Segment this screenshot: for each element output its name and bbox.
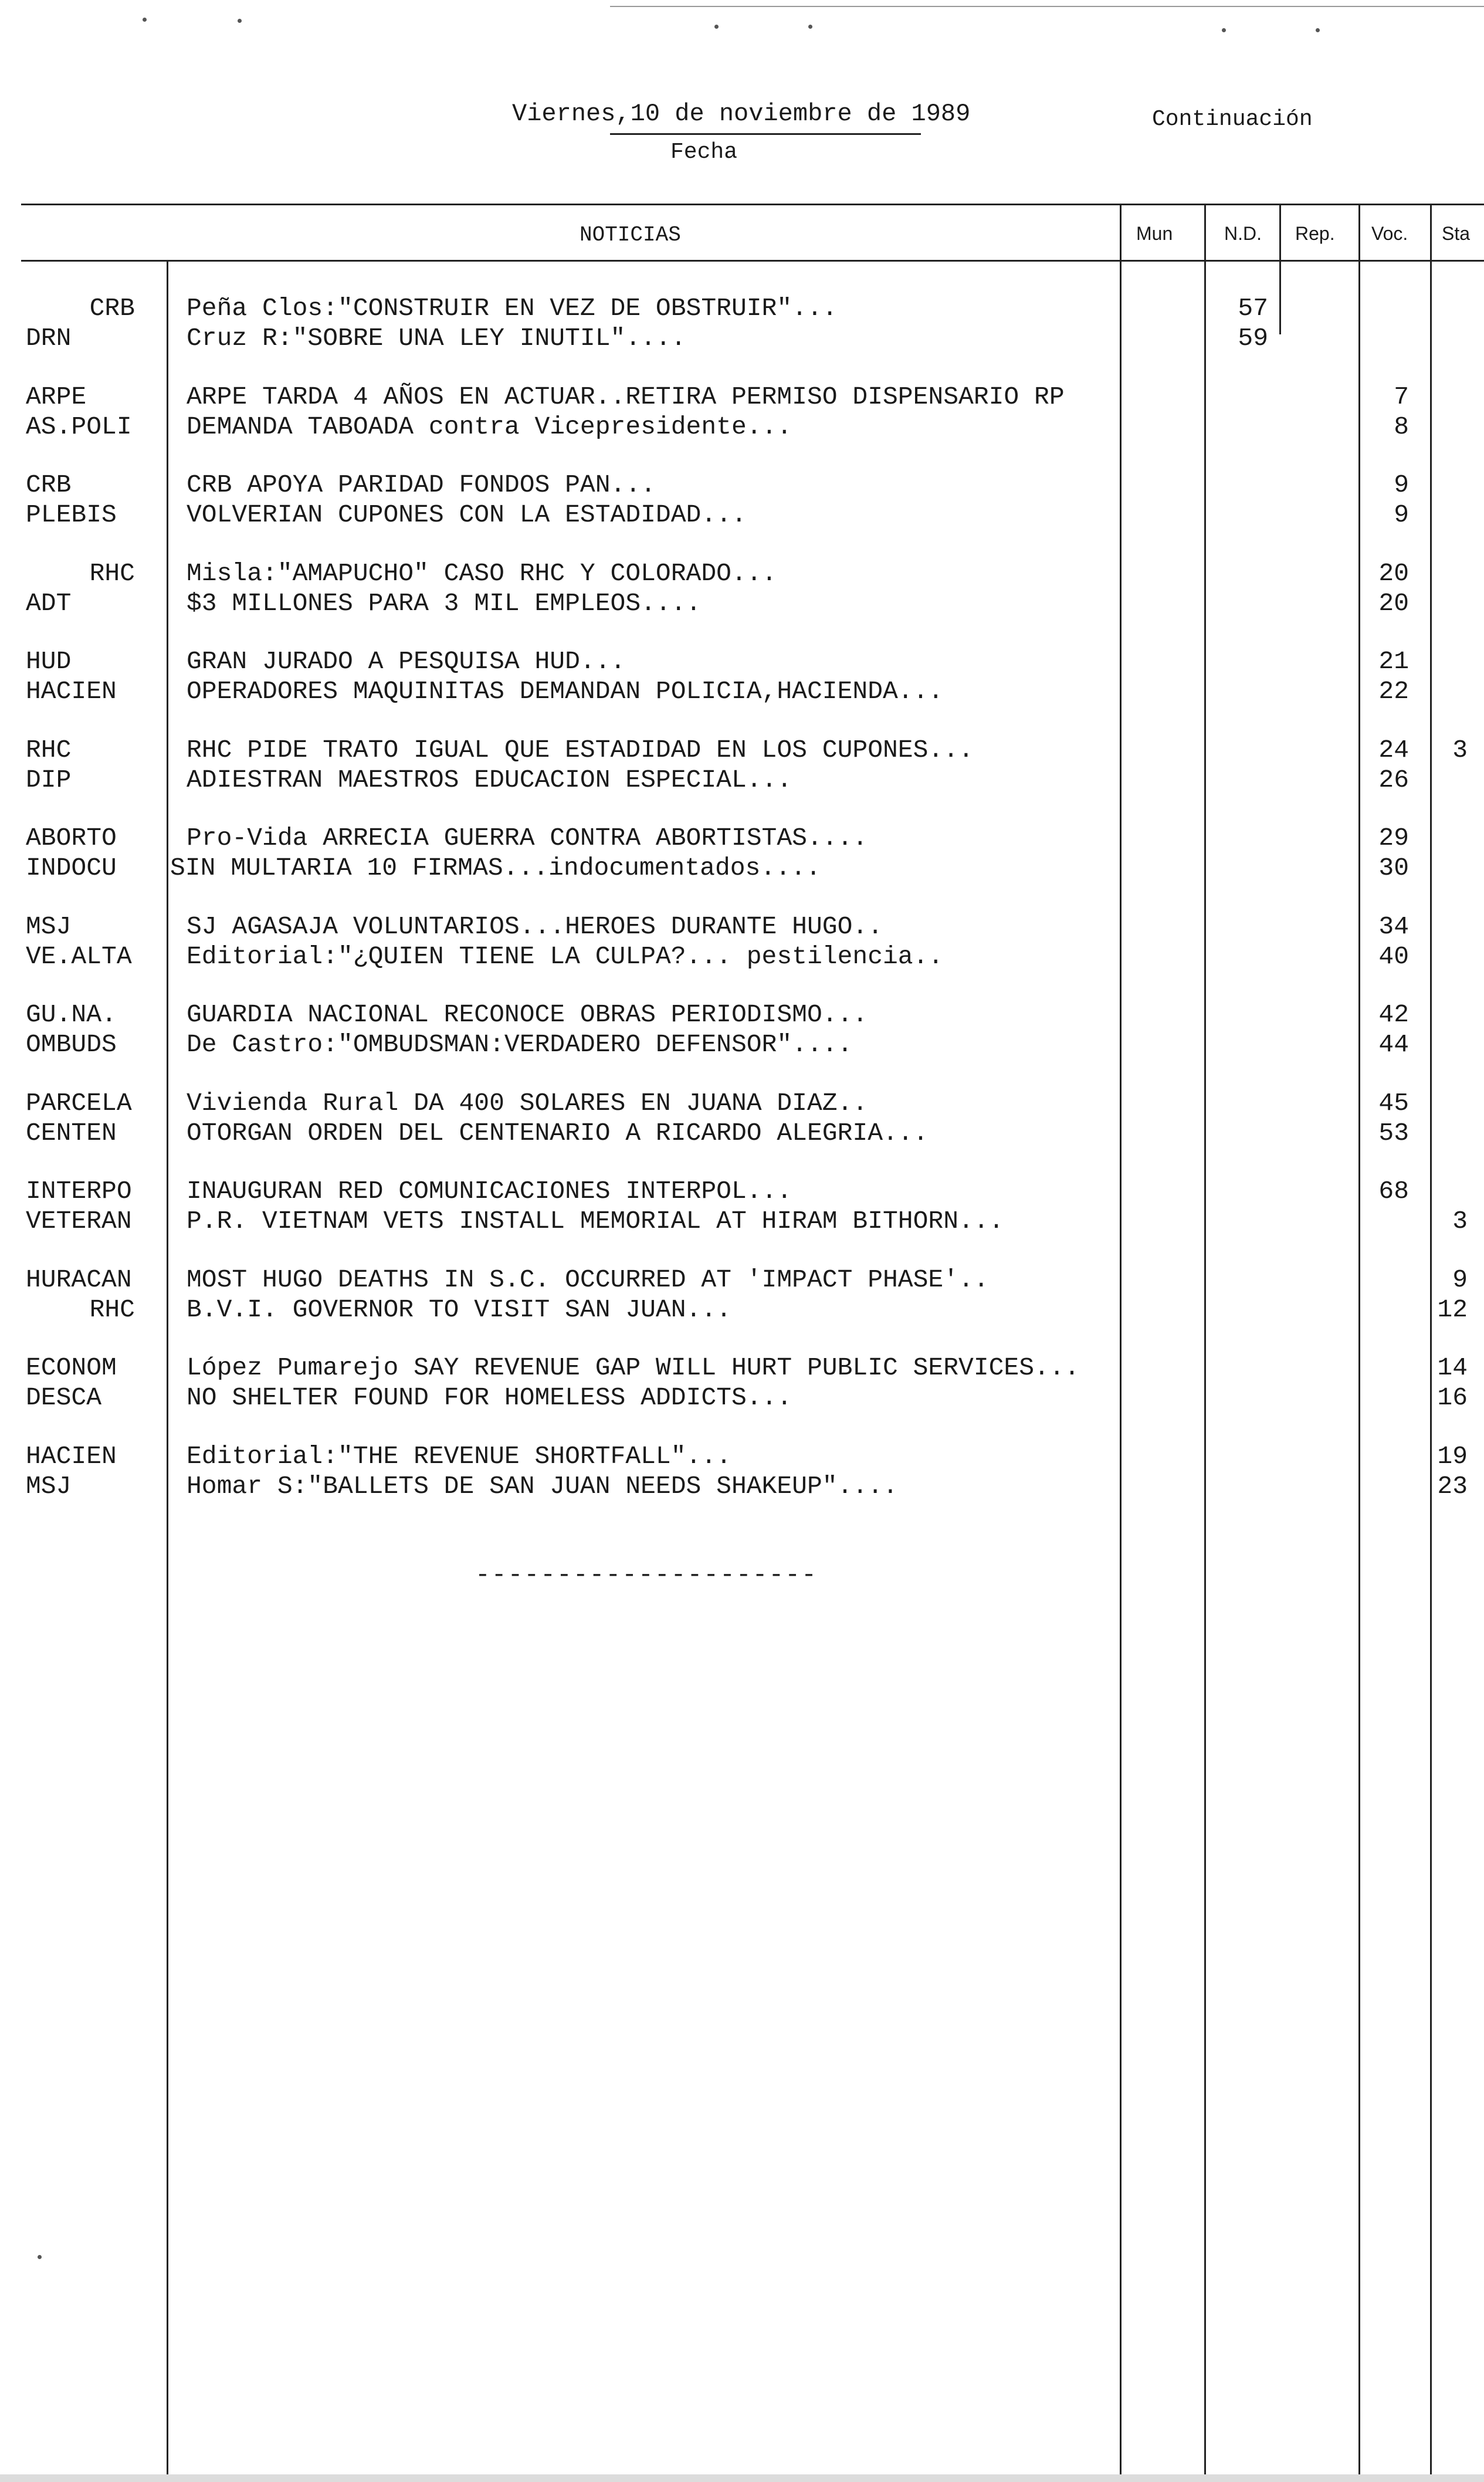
news-row <box>0 1353 1484 1383</box>
row-page-nd: 59 <box>1238 324 1268 353</box>
news-row <box>0 1265 1484 1295</box>
table-top-rule <box>21 204 1484 205</box>
row-page-sta: 19 <box>1437 1442 1468 1471</box>
row-page-voc: 7 <box>1394 382 1409 411</box>
news-row <box>0 765 1484 795</box>
row-category: ADT <box>26 589 72 618</box>
row-category: INDOCU <box>26 854 117 882</box>
row-category: HACIEN <box>26 677 117 706</box>
report-date: Viernes,10 de noviembre de 1989 <box>512 100 971 128</box>
news-row <box>0 1383 1484 1413</box>
row-page-voc: 40 <box>1378 942 1409 971</box>
row-category: MSJ <box>26 912 72 941</box>
row-category: PLEBIS <box>26 500 117 529</box>
row-page-voc: 29 <box>1378 824 1409 852</box>
row-page-nd: 57 <box>1238 294 1268 323</box>
news-row <box>0 676 1484 707</box>
row-page-voc: 42 <box>1378 1000 1409 1029</box>
row-page-voc: 20 <box>1378 589 1409 618</box>
news-row <box>0 500 1484 530</box>
news-row <box>0 1471 1484 1502</box>
row-category: DIP <box>26 766 72 794</box>
row-headline: ARPE TARDA 4 AÑOS EN ACTUAR..RETIRA PERMISO DISPENSARIO RP <box>187 382 1065 411</box>
row-category: HURACAN <box>26 1265 132 1294</box>
row-category: RHC <box>26 736 72 764</box>
row-headline: RHC PIDE TRATO IGUAL QUE ESTADIDAD EN LOS CUPONES... <box>187 736 974 764</box>
news-row <box>0 293 1484 324</box>
news-row <box>0 942 1484 972</box>
speck <box>1316 28 1320 32</box>
news-row <box>0 1000 1484 1030</box>
speck <box>714 25 719 29</box>
row-page-voc: 8 <box>1394 412 1409 441</box>
row-category: MSJ <box>26 1472 72 1501</box>
news-row <box>0 735 1484 766</box>
row-category: DESCA <box>26 1383 102 1412</box>
header-voc: Voc. <box>1371 223 1408 244</box>
row-category: PARCELA <box>26 1089 132 1118</box>
news-row <box>0 1441 1484 1472</box>
row-category: HUD <box>26 647 72 676</box>
date-caption: Fecha <box>670 140 738 165</box>
row-page-voc: 68 <box>1378 1177 1409 1206</box>
row-headline: Editorial:"THE REVENUE SHORTFALL"... <box>187 1442 731 1471</box>
row-headline: SIN MULTARIA 10 FIRMAS...indocumentados.... <box>170 854 821 882</box>
row-category: CRB <box>89 294 135 323</box>
row-headline: P.R. VIETNAM VETS INSTALL MEMORIAL AT HIRAM BITHORN... <box>187 1207 1004 1235</box>
news-row <box>0 853 1484 883</box>
row-page-voc: 26 <box>1378 766 1409 794</box>
news-row <box>0 823 1484 854</box>
row-headline: MOST HUGO DEATHS IN S.C. OCCURRED AT 'IMPACT PHASE'.. <box>187 1265 989 1294</box>
row-headline: SJ AGASAJA VOLUNTARIOS...HEROES DURANTE HUGO.. <box>187 912 883 941</box>
row-page-voc: 20 <box>1378 559 1409 588</box>
row-page-voc: 22 <box>1378 677 1409 706</box>
news-row <box>0 558 1484 589</box>
news-row <box>0 1295 1484 1325</box>
row-category: ARPE <box>26 382 87 411</box>
date-underline <box>610 133 921 135</box>
row-headline: B.V.I. GOVERNOR TO VISIT SAN JUAN... <box>187 1295 731 1324</box>
header-noticias: NOTICIAS <box>580 223 681 247</box>
row-page-sta: 23 <box>1437 1472 1468 1501</box>
row-category: OMBUDS <box>26 1030 117 1059</box>
header-rep: Rep. <box>1295 223 1335 244</box>
row-headline: OTORGAN ORDEN DEL CENTENARIO A RICARDO ALEGRIA... <box>187 1119 929 1147</box>
row-headline: ADIESTRAN MAESTROS EDUCACION ESPECIAL... <box>187 766 792 794</box>
row-headline: NO SHELTER FOUND FOR HOMELESS ADDICTS... <box>187 1383 792 1412</box>
row-category: CENTEN <box>26 1119 117 1147</box>
col-divider-voc <box>1358 204 1360 2482</box>
row-category: VE.ALTA <box>26 942 132 971</box>
row-category: VETERAN <box>26 1207 132 1235</box>
row-page-sta: 3 <box>1452 736 1468 764</box>
row-headline: Homar S:"BALLETS DE SAN JUAN NEEDS SHAKEUP".... <box>187 1472 898 1501</box>
row-page-sta: 16 <box>1437 1383 1468 1412</box>
row-headline: OPERADORES MAQUINITAS DEMANDAN POLICIA,HACIENDA... <box>187 677 944 706</box>
row-page-sta: 12 <box>1437 1295 1468 1324</box>
row-page-voc: 24 <box>1378 736 1409 764</box>
continuation-label: Continuación <box>1152 107 1313 132</box>
row-category: INTERPO <box>26 1177 132 1206</box>
row-headline: Misla:"AMAPUCHO" CASO RHC Y COLORADO... <box>187 559 777 588</box>
header-nd: N.D. <box>1224 223 1262 244</box>
news-row <box>0 1176 1484 1207</box>
table-header-rule <box>21 260 1484 262</box>
row-headline: López Pumarejo SAY REVENUE GAP WILL HURT PUBLIC SERVICES... <box>187 1353 1080 1382</box>
news-row <box>0 1030 1484 1060</box>
row-category: ECONOM <box>26 1353 117 1382</box>
news-row <box>0 646 1484 677</box>
row-category: CRB <box>26 470 72 499</box>
row-category: AS.POLI <box>26 412 132 441</box>
news-row <box>0 588 1484 619</box>
end-rule: --------------------- <box>475 1560 818 1589</box>
row-category: GU.NA. <box>26 1000 117 1029</box>
speck <box>238 19 242 23</box>
col-divider-nd <box>1204 204 1206 2482</box>
row-headline: INAUGURAN RED COMUNICACIONES INTERPOL... <box>187 1177 792 1206</box>
row-page-voc: 9 <box>1394 500 1409 529</box>
news-row <box>0 912 1484 942</box>
speck <box>1222 28 1226 32</box>
speck <box>808 25 812 29</box>
news-row <box>0 1118 1484 1149</box>
row-headline: Vivienda Rural DA 400 SOLARES EN JUANA DIAZ.. <box>187 1089 868 1118</box>
row-page-voc: 44 <box>1378 1030 1409 1059</box>
row-headline: DEMANDA TABOADA contra Vicepresidente... <box>187 412 792 441</box>
row-headline: GUARDIA NACIONAL RECONOCE OBRAS PERIODISMO... <box>187 1000 868 1029</box>
news-row <box>0 1088 1484 1119</box>
row-headline: Editorial:"¿QUIEN TIENE LA CULPA?... pestilencia.. <box>187 942 944 971</box>
row-page-sta: 14 <box>1437 1353 1468 1382</box>
row-headline: De Castro:"OMBUDSMAN:VERDADERO DEFENSOR".... <box>187 1030 853 1059</box>
row-page-voc: 9 <box>1394 470 1409 499</box>
news-row <box>0 412 1484 442</box>
row-category: ABORTO <box>26 824 117 852</box>
speck <box>38 2255 42 2259</box>
row-page-sta: 9 <box>1452 1265 1468 1294</box>
row-category: RHC <box>89 1295 135 1324</box>
row-page-voc: 30 <box>1378 854 1409 882</box>
bottom-edge <box>0 2474 1484 2482</box>
news-row <box>0 323 1484 354</box>
row-category: RHC <box>89 559 135 588</box>
row-page-voc: 21 <box>1378 647 1409 676</box>
row-category: DRN <box>26 324 72 353</box>
row-page-sta: 3 <box>1452 1207 1468 1235</box>
news-row <box>0 470 1484 500</box>
row-category: HACIEN <box>26 1442 117 1471</box>
row-headline: GRAN JURADO A PESQUISA HUD... <box>187 647 626 676</box>
col-divider-sta <box>1430 204 1432 2482</box>
header-sta: Sta <box>1442 223 1471 244</box>
news-row <box>0 1206 1484 1237</box>
row-page-voc: 45 <box>1378 1089 1409 1118</box>
row-headline: VOLVERIAN CUPONES CON LA ESTADIDAD... <box>187 500 747 529</box>
row-headline: CRB APOYA PARIDAD FONDOS PAN... <box>187 470 656 499</box>
row-headline: Pro-Vida ARRECIA GUERRA CONTRA ABORTISTAS.... <box>187 824 868 852</box>
row-headline: $3 MILLONES PARA 3 MIL EMPLEOS.... <box>187 589 702 618</box>
news-row <box>0 382 1484 412</box>
col-divider-mun <box>1120 204 1122 2482</box>
row-page-voc: 53 <box>1378 1119 1409 1147</box>
header-mun: Mun <box>1136 223 1173 244</box>
row-page-voc: 34 <box>1378 912 1409 941</box>
speck <box>143 18 147 22</box>
top-edge <box>610 6 1484 7</box>
row-headline: Peña Clos:"CONSTRUIR EN VEZ DE OBSTRUIR"... <box>187 294 838 323</box>
row-headline: Cruz R:"SOBRE UNA LEY INUTIL".... <box>187 324 686 353</box>
